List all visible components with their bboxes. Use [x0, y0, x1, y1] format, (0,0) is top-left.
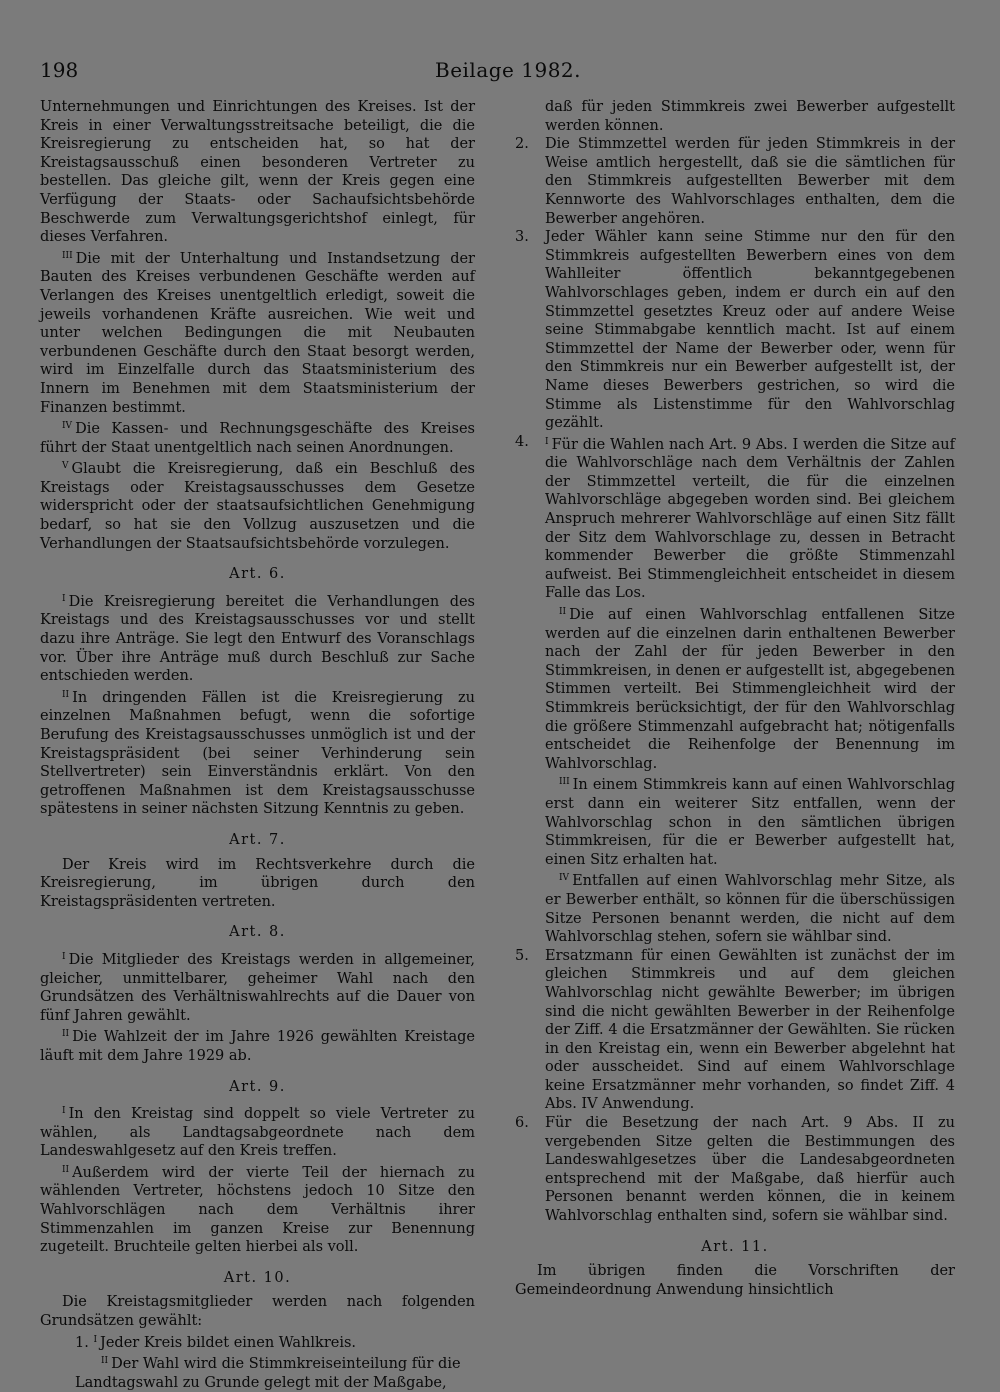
paragraph-text: Glaubt die Kreisregierung, daß ein Beschluß des Kreistags oder Kreistagsausschusses dem Gesetze widerspricht oder der staatsaufsichtlichen Genehmigung bedarf, so hat sie den Vollzug auszusetzen und die Verhandlungen der Staatsaufsichtsbehörde vorzulegen.: [40, 461, 475, 552]
paragraph: Unternehmungen und Einrichtungen des Kreises. Ist der Kreis in einer Verwaltungsstreitsache beteiligt, die die Kreisregierung zu entscheiden hat, so hat der Kreistagsausschuß einen besonderen Vertreter zu bestellen. Das gleiche gilt, wenn der Kreis gegen eine Verfügung der Staats- oder Sachaufsichtsbehörde Beschwerde zum Verwaltungsgerichtshof einlegt, für dieses Verfahren.: [40, 99, 475, 246]
paragraph-text: Entfallen auf einen Wahlvorschlag mehr Sitze, als er Bewerber enthält, so können für die überschüssigen Sitze Personen benannt werden, die nicht auf dem Wahlvorschlag stehen, sofern sie wählbar sind.: [545, 873, 955, 946]
paragraph-number: I: [62, 951, 66, 962]
list-subparagraph: [545, 433, 955, 603]
paragraph-number: II: [101, 1356, 109, 1367]
paragraph-text: Der Wahl wird die Stimmkreiseinteilung für die Landtagswahl zu Grunde gelegt mit der Maßgabe,: [75, 1356, 461, 1391]
paragraph-number: II: [62, 689, 70, 700]
list-item: [515, 1114, 955, 1226]
list-number: 5.: [515, 947, 529, 964]
paragraph-number: IV: [559, 873, 570, 884]
list-number: 3.: [515, 229, 529, 246]
list-item: [515, 228, 955, 433]
list-subparagraph: [545, 603, 955, 773]
article-heading: Art. 8.: [229, 924, 286, 941]
paragraph-text: Die Mitglieder des Kreistags werden in allgemeiner, gleicher, unmittelbarer, geheimer Wahl nach den Grundsätzen des Verhältniswahlrechts auf die Dauer von fünf Jahren gewählt.: [40, 951, 475, 1024]
list-subparagraph: [545, 869, 955, 946]
paragraph: [40, 417, 475, 457]
paragraph: [40, 247, 475, 417]
list-number: 2.: [515, 136, 529, 153]
paragraph-text: Für die Wahlen nach Art. 9 Abs. I werden die Sitze auf die Wahlvorschläge nach dem Verhältnis der Zahlen der Stimmzettel verteilt, die für die einzelnen Wahlvorschläge abgegeben worden sind. Bei gleichem Anspruch mehrerer Wahlvorschläge auf einen Sitz fällt der Sitz dem Wahlvorschlage zu, dessen in Betracht kommender Bewerber die größte Stimmenzahl aufweist. Bei Stimmengleichheit entscheidet in diesem Falle das Los.: [545, 436, 955, 602]
right-column: [515, 98, 955, 1299]
left-column: [40, 98, 475, 1392]
list-subparagraph: [75, 1352, 475, 1392]
paragraph-number: II: [559, 607, 567, 618]
page-number: 198: [40, 58, 79, 82]
list-subparagraph: Jeder Wähler kann seine Stimme nur den für den Stimmkreis aufgestellten Bewerbern eines von dem Wahlleiter öffentlich bekanntgegebenen Wahlvorschlages geben, indem er durch ein auf den Stimmzettel gesetztes Kreuz oder auf andere Weise seine Stimmabgabe kenntlich macht. Ist auf einem Stimmzettel der Name der Bewerber oder, wenn für den Stimmkreis nur ein Bewerber aufgestellt ist, der Name dieses Bewerbers gestrichen, so wird die Stimme als Listenstimme für den Wahlvorschlag gezählt.: [545, 229, 955, 432]
paragraph: Die Kreistagsmitglieder werden nach folgenden Grundsätzen gewählt:: [40, 1294, 475, 1330]
page-header: [40, 58, 960, 88]
list-number: 1.: [75, 1334, 89, 1351]
article-heading: Art. 9.: [229, 1078, 286, 1095]
paragraph-number: II: [62, 1164, 70, 1175]
list-item: [515, 947, 955, 1114]
paragraph-text: Die mit der Unterhaltung und Instandsetzung der Bauten des Kreises verbundenen Geschäfte werden auf Verlangen des Kreises unentgeltlich erledigt, soweit die jeweils vorhandenen Kräfte ausreichen. Wie weit und unter welchen Bedingungen die mit Neubauten verbundenen Geschäfte durch den Staat besorgt werden, wird im Einzelfalle durch das Staatsministerium des Innern im Benehmen mit dem Staatsministerium der Finanzen bestimmt.: [40, 250, 475, 416]
list-subparagraph: [75, 1331, 475, 1353]
list-subparagraph: Ersatzmann für einen Gewählten ist zunächst der im gleichen Stimmkreis und auf dem gleichen Wahlvorschlag nicht gewählte Bewerber; im übrigen sind die nicht gewählten Bewerber in der Reihenfolge der Ziff. 4 die Ersatzmänner der Gewählten. Sie rücken in den Kreistag ein, wenn ein Bewerber abgelehnt hat oder ausscheidet. Sind auf einem Wahlvorschlage keine Ersatzmänner mehr vorhanden, so findet Ziff. 4 Abs. IV Anwendung.: [545, 947, 955, 1113]
paragraph: [40, 457, 475, 553]
list-subparagraph: Für die Besetzung der nach Art. 9 Abs. II zu vergebenden Sitze gelten die Bestimmungen des Landeswahlgesetzes über die Landesabgeordneten entsprechend mit der Maßgabe, daß hierfür auch Personen benannt werden können, die in keinem Wahlvorschlag enthalten sind, sofern sie wählbar sind.: [545, 1115, 955, 1225]
paragraph-text: Die auf einen Wahlvorschlag entfallenen Sitze werden auf die einzelnen darin enthaltenen Bewerber nach der Zahl der für jeden Bewerber in den Stimmkreisen, in denen er aufgestellt ist, abgegebenen Stimmen verteilt. Bei Stimmengleichheit wird der Stimmkreis berücksichtigt, der für den Wahlvorschlag die größere Stimmenzahl aufgebracht hat; nötigenfalls entscheidet die Reihenfolge der Benennung im Wahlvorschlag.: [545, 607, 955, 772]
paragraph: [40, 686, 475, 819]
running-head: Beilage 1982.: [435, 58, 582, 82]
paragraph-text: In den Kreistag sind doppelt so viele Vertreter zu wählen, als Landtagsabgeordnete nach dem Landeswahlgesetz auf den Kreis treffen.: [40, 1106, 475, 1160]
paragraph: [40, 1025, 475, 1065]
paragraph: [40, 1102, 475, 1161]
list-item: [515, 98, 955, 135]
paragraph-number: I: [62, 1106, 66, 1117]
article-heading: Art. 6.: [229, 566, 286, 583]
paragraph-text: Die Wahlzeit der im Jahre 1926 gewählten Kreistage läuft mit dem Jahre 1929 ab.: [40, 1029, 475, 1064]
paragraph: Der Kreis wird im Rechtsverkehre durch die Kreisregierung, im übrigen durch den Kreistagspräsidenten vertreten.: [40, 856, 475, 910]
list-item: [515, 135, 955, 228]
list-subparagraph: Die Stimmzettel werden für jeden Stimmkreis in der Weise amtlich hergestellt, daß sie die sämtlichen für den Stimmkreis aufgestellten Bewerber mit dem Kennworte des Wahlvorschlages enthalten, dem die Bewerber angehören.: [545, 136, 955, 227]
paragraph: Im übrigen finden die Vorschriften der Gemeindeordnung Anwendung hinsichtlich: [515, 1263, 955, 1298]
paragraph-text: Die Kassen- und Rechnungsgeschäfte des Kreises führt der Staat unentgeltlich nach seinen Anordnungen.: [40, 421, 475, 456]
paragraph-number: I: [93, 1334, 98, 1345]
paragraph-number: IV: [62, 421, 73, 432]
paragraph-number: I: [62, 593, 66, 604]
list-item: [515, 433, 955, 947]
paragraph-text: Die Kreisregierung bereitet die Verhandlungen des Kreistags und des Kreistagsausschusses vor und stellt dazu ihre Anträge. Sie legt den Entwurf des Voranschlags vor. Über ihre Anträge muß durch Beschluß zur Sache entschieden werden.: [40, 593, 475, 685]
paragraph: [40, 1161, 475, 1257]
list-number: 6.: [515, 1115, 529, 1132]
list-subparagraph: daß für jeden Stimmkreis zwei Bewerber aufgestellt werden können.: [545, 99, 955, 134]
paragraph-number: V: [62, 461, 69, 472]
paragraph-number: II: [62, 1029, 70, 1040]
paragraph-text: In einem Stimmkreis kann auf einen Wahlvorschlag erst dann ein weiterer Sitz entfallen, wenn der Wahlvorschlag schon in den sämtlichen übrigen Stimmkreisen, für die er Bewerber aufgestellt hat, einen Sitz erhalten hat.: [545, 777, 955, 868]
paragraph-number: III: [62, 250, 73, 261]
article-heading: Art. 10.: [223, 1269, 292, 1286]
paragraph-text: Außerdem wird der vierte Teil der hiernach zu wählenden Vertreter, höchstens jedoch 10 Sitze den Wahlvorschlägen nach dem Verhältnis ihrer Stimmenzahlen im ganzen Kreise zur Benennung zugeteilt. Bruchteile gelten hierbei als voll.: [40, 1164, 475, 1256]
list-number: 4.: [515, 433, 529, 450]
list-subparagraph: [545, 773, 955, 869]
paragraph-number: III: [559, 777, 570, 788]
paragraph-number: I: [545, 436, 549, 447]
article-heading: Art. 7.: [229, 831, 286, 848]
paragraph-text: In dringenden Fällen ist die Kreisregierung zu einzelnen Maßnahmen befugt, wenn die sofortige Berufung des Kreistagsausschusses unmöglich ist und der Kreistagspräsident (bei seiner Verhinderung sein Stellvertreter) sein Einverständnis erklärt. Von den getroffenen Maßnahmen ist dem Kreistagsausschusse spätestens in seiner nächsten Sitzung Kenntnis zu geben.: [40, 689, 475, 818]
article-heading: Art. 11.: [701, 1238, 769, 1255]
paragraph-text: Jeder Kreis bildet einen Wahlkreis.: [100, 1334, 357, 1351]
paragraph: [40, 948, 475, 1025]
list-item: [75, 1331, 475, 1392]
paragraph: [40, 590, 475, 686]
